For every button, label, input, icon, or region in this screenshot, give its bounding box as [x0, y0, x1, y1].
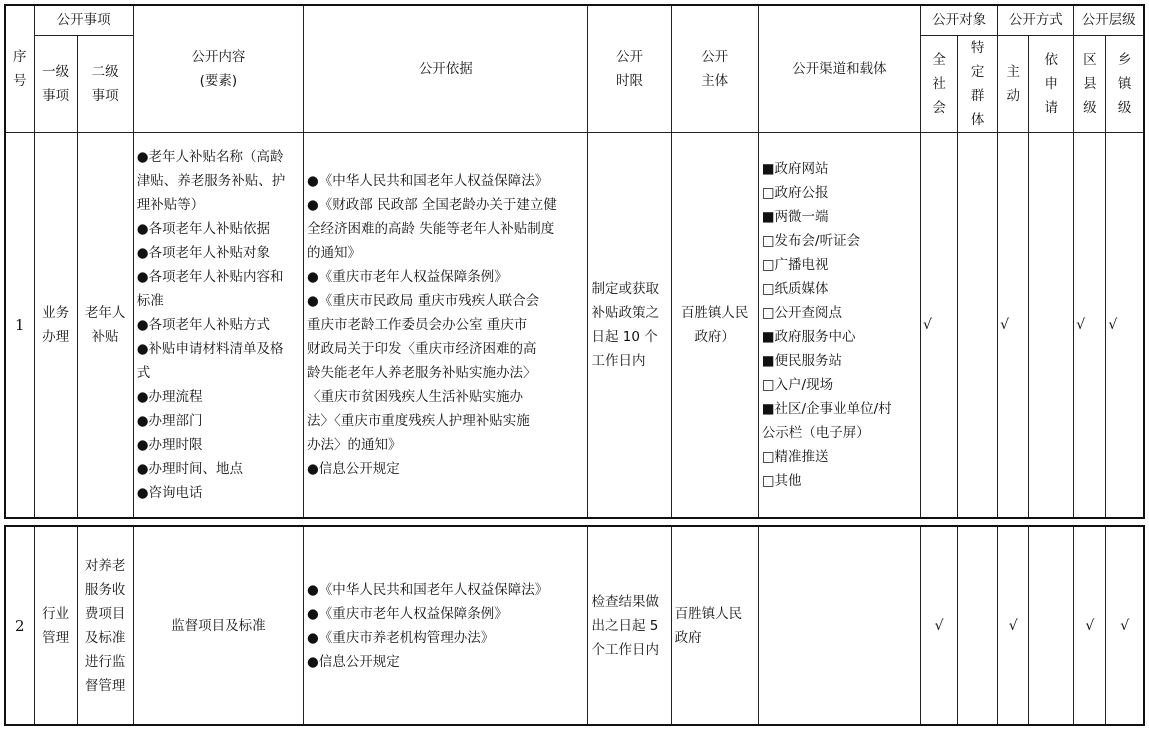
row-target-all-check: √ [921, 526, 958, 725]
header-level2: 二级 事项 [77, 35, 133, 132]
header-time-limit: 公开 时限 [588, 5, 671, 132]
row-content: 监督项目及标准 [133, 526, 303, 725]
row-target-all-check: √ [921, 132, 958, 518]
header-level-county: 区 县 级 [1074, 35, 1106, 132]
header-target-all: 全 社 会 [921, 35, 958, 132]
row-time-limit: 制定或获取 补贴政策之 日起 10 个 工作日内 [588, 132, 671, 518]
row-level2: 对养老 服务收 费项目 及标准 进行监 督管理 [77, 526, 133, 725]
row-subject: 百胜镇人民 政府） [671, 132, 758, 518]
header-method-group: 公开方式 [998, 5, 1074, 35]
header-target-group: 公开对象 [921, 5, 998, 35]
row-target-specific-check [958, 132, 998, 518]
header-level-group: 公开层级 [1074, 5, 1144, 35]
row-method-request-check [1029, 132, 1074, 518]
header-seq: 序 号 [5, 5, 34, 132]
disclosure-table-continued [4, 525, 1145, 726]
header-content: 公开内容 (要素) [133, 5, 303, 132]
header-basis: 公开依据 [304, 5, 588, 132]
header-level1: 一级 事项 [34, 35, 77, 132]
row-method-request-check [1029, 526, 1074, 725]
row-level-town-check: √ [1106, 526, 1144, 725]
row-level2: 老年人 补贴 [77, 132, 133, 518]
row-basis: ●《中华人民共和国老年人权益保障法》 ●《财政部 民政部 全国老龄办关于建立健 全经济困难的高龄 失能等老年人补贴制度 的通知》 ●《重庆市老年人权益保障条例》 ●《重庆市民政局 重庆市残疾人联合会 重庆市老龄工作委员会办公室 重庆市 财政局关于印发〈重庆市经济困难的高 龄失能老年人养老服务补贴实施办法〉 〈重庆市贫困残疾人生活补贴实施办 法〉〈重庆市重度残疾人护理补贴实施 办法〉的通知》 ●信息公开规定 [304, 132, 588, 518]
row-method-active-check: √ [998, 132, 1029, 518]
table-row [5, 132, 1144, 518]
row-target-specific-check [958, 526, 998, 725]
row-level1: 业务 办理 [34, 132, 77, 518]
row-channels: ■政府网站 □政府公报 ■两微一端 □发布会/听证会 □广播电视 □纸质媒体 □公开查阅点 ■政府服务中心 ■便民服务站 □入户/现场 ■社区/企事业单位/村 公示栏（电子屏） □精准推送 □其他 [758, 132, 920, 518]
row-channels [758, 526, 920, 725]
disclosure-table-main [4, 4, 1145, 519]
table-row [5, 526, 1144, 725]
row-level-county-check: √ [1074, 526, 1106, 725]
row-subject: 百胜镇人民 政府 [671, 526, 758, 725]
header-channel: 公开渠道和载体 [758, 5, 920, 132]
header-method-request: 依 申 请 [1029, 35, 1074, 132]
header-subject: 公开 主体 [671, 5, 758, 132]
header-method-active: 主 动 [998, 35, 1029, 132]
row-seq: 1 [5, 132, 34, 518]
row-time-limit: 检查结果做 出之日起 5 个工作日内 [588, 526, 671, 725]
row-level-town-check: √ [1106, 132, 1144, 518]
header-level-town: 乡 镇 级 [1106, 35, 1144, 132]
row-seq: 2 [5, 526, 34, 725]
row-content: ●老年人补贴名称（高龄 津贴、养老服务补贴、护 理补贴等） ●各项老年人补贴依据 ●各项老年人补贴对象 ●各项老年人补贴内容和 标准 ●各项老年人补贴方式 ●补贴申请材料清单及格 式 ●办理流程 ●办理部门 ●办理时限 ●办理时间、地点 ●咨询电话 [133, 132, 303, 518]
header-target-specific: 特 定 群 体 [958, 35, 998, 132]
row-method-active-check: √ [998, 526, 1029, 725]
row-level1: 行业 管理 [34, 526, 77, 725]
header-matter-group: 公开事项 [34, 5, 133, 35]
row-basis: ●《中华人民共和国老年人权益保障法》 ●《重庆市老年人权益保障条例》 ●《重庆市养老机构管理办法》 ●信息公开规定 [304, 526, 588, 725]
row-level-county-check: √ [1074, 132, 1106, 518]
